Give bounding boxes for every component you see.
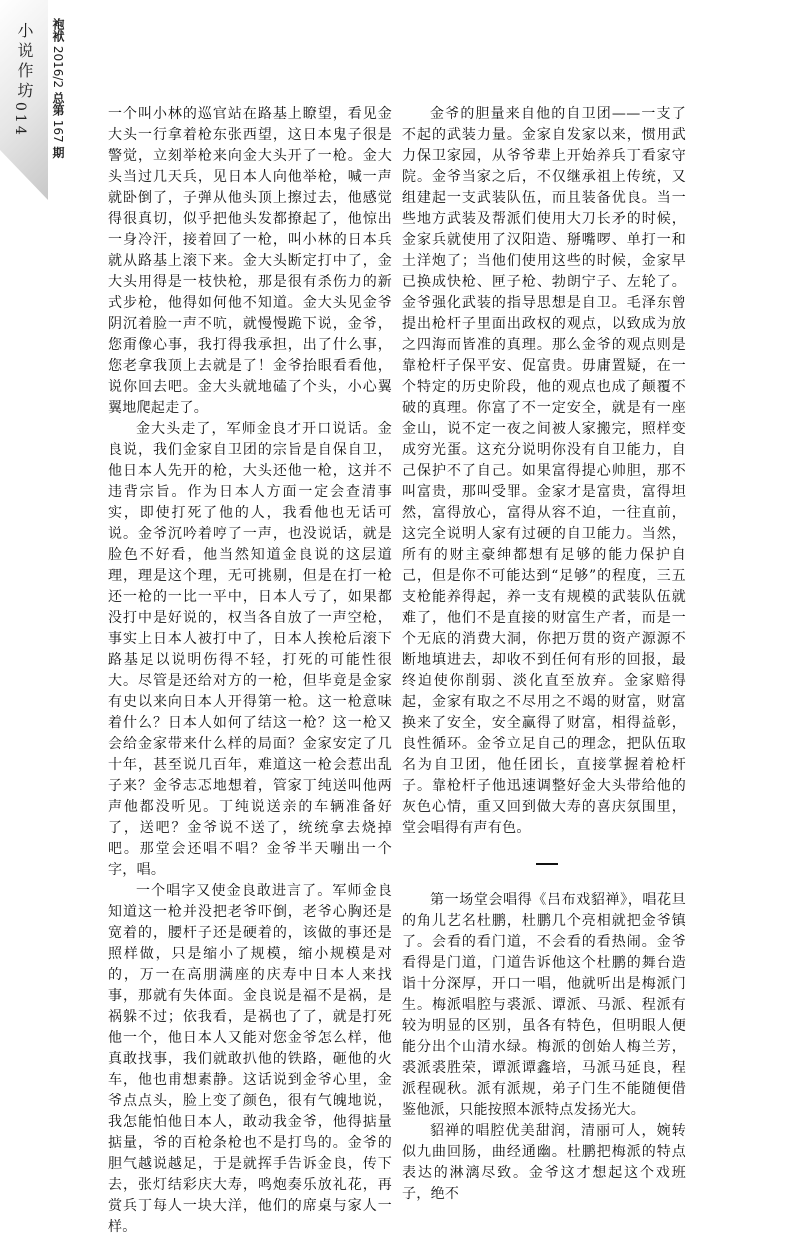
- sidebar: [0, 0, 48, 200]
- left-column: [108, 104, 392, 1238]
- magazine-name: 袍袱: [51, 18, 65, 42]
- issue-info: [50, 18, 66, 158]
- right-column: [402, 104, 686, 1205]
- issue-year: 2016/2: [51, 45, 65, 89]
- paragraph: 第一场堂会唱得《吕布戏貂禅》，唱花旦的角儿艺名杜鹏，杜鹏几个亮相就把金爷镇了。会看的看门道，不会看的看热闹。金爷看得是门道，门道告诉他这个杜鹏的舞台造诣十分深厚，开口一唱，他就听出是梅派门生。梅派唱腔与裘派、谭派、马派、程派有较为明显的区别，虽各有特色，但明眼人便能分出个山清水绿。梅派的创始人梅兰芳，裘派裘胜荣，谭派谭鑫培，马派马延良，程派程砚秋。派有派规，弟子门生不能随便借鉴他派，只能按照本派特点发扬光大。: [402, 892, 686, 1118]
- paragraph: 金大头走了，军师金良才开口说话。金良说，我们金家自卫团的宗旨是自保自卫，他日本人先开的枪，大头还他一枪，这并不违背宗旨。作为日本人方面一定会查清事实，即使打死了他的人，我看他也无话可说。金爷沉吟着哼了一声，也没说话，就是脸色不好看，他当然知道金良说的这层道理，理是这个理，无可挑剔，但是在打一枪还一枪的一比一平中，日本人亏了，如果都没打中是好说的，权当各自放了一声空枪，事实上日本人被打中了，日本人挨枪后滚下路基足以说明伤得不轻，打死的可能性很大。尽管是还给对方的一枪，但毕竟是金家有史以来向日本人开得第一枪。这一枪意味着什么？日本人如何了结这一枪？这一枪又会给金家带来什么样的局面？金家安定了几十年，甚至说几百年，难道这一枪会惹出乱子来？金爷志忑地想着，管家丁纯送叫他两声他都没听见。丁纯说送亲的车辆准备好了，送吧？金爷说不送了，统统拿去烧掉吧。那堂会还唱不唱？金爷半天嘣出一个字，唱。: [108, 421, 392, 878]
- paragraph: 一个叫小林的巡官站在路基上瞭望，看见金大头一行拿着枪东张西望，这日本鬼子很是警觉，立刻举枪来向金大头开了一枪。金大头当过几天兵，见日本人向他举枪，喊一声就卧倒了，子弹从他头顶上擦过去，他感觉得很真切，似乎把他头发都撩起了，他惊出一身冷汗，接着回了一枪，叫小林的日本兵就从路基上滚下来。金大头断定打中了，金大头用得是一枝快枪，那是很有杀伤力的新式步枪，他得如何他不知道。金大头见金爷阴沉着脸一声不吭，就慢慢跪下说，金爷，您甭像心事，我打得我承担，出了什么事，您老拿我顶上去就是了！金爷抬眼看看他，说你回去吧。金大头就地磕了个头，小心翼翼地爬起走了。: [108, 106, 392, 416]
- issue-word: 期: [51, 146, 65, 159]
- section-number: [402, 853, 686, 874]
- section-label: 小说作坊: [15, 22, 34, 102]
- page-number: 014: [12, 102, 28, 138]
- paragraph: 貂禅的唱腔优美甜润，清丽可人，婉转似九曲回肠，曲经通幽。杜鹏把梅派的特点表达的淋漓尽致。金爷这才想起这个戏班子，绝不: [402, 1123, 686, 1202]
- paragraph: 金爷的胆量来自他的自卫团——一支了不起的武装力量。金家自发家以来，惯用武力保卫家园，从爷爷辈上开始养兵丁看家守院。金爷当家之后，不仅继承祖上传统，又组建起一支武装队伍，而且装备优良。当一些地方武装及帮派们使用大刀长矛的时候，金家兵就使用了汉阳造、掰嘴啰、单打一和土洋炮了；当他们使用这些的时候，金家早已换成快枪、匣子枪、勃朗宁子、左轮了。金爷强化武装的指导思想是自卫。毛泽东曾提出枪杆子里面出政权的观点，以致成为放之四海而皆准的真理。那么金爷的观点则是靠枪杆子保平安、促富贵。毋庸置疑，在一个特定的历史阶段，他的观点也成了颠覆不破的真理。你富了不一定安全，就是有一座金山，说不定一夜之间被人家搬完，照样变成穷光蛋。这充分说明你没有自卫能力，自己保护不了自己。如果富得提心帅胆，那不叫富贵，那叫受罪。金家才是富贵，富得坦然，富得放心，富得从容不迫，一往直前，这完全说明人家有过硬的自卫能力。当然，所有的财主豪绅都想有足够的能力保护自己，但是你不可能达到“足够”的程度，三五支枪能养得起，养一支有规模的武装队伍就难了，他们不是直接的财富生产者，而是一个无底的消费大洞，你把万贯的资产源源不断地填进去，却收不到任何有形的回报，最终迫使你削弱、淡化直至放弃。金家赔得起，金家有取之不尽用之不竭的财富，财富换来了安全，安全赢得了财富，相得益彰，良性循环。金爷立足自己的理念，把队伍取名为自卫团，他任团长，直接掌握着枪杆子。靠枪杆子他迅速调整好金大头带给他的灰色心情，重又回到做大寿的喜庆氛围里，堂会唱得有声有色。: [402, 106, 686, 836]
- paragraph: 一个唱字又使金良敢进言了。军师金良知道这一枪并没把老爷吓倒，老爷心胸还是宽着的，腰杆子还是硬着的，该做的事还是照样做，只是缩小了规模，缩小规模是对的，万一在高朋满座的庆寿中日本人来找事，那就有失体面。金良说是福不是祸，是祸躲不过；依我看，是祸也了了，就是打死他一个，他日本人又能对您金爷怎么样，他真敢找事，我们就敢扒他的铁路，砸他的火车，他也甫想素静。这话说到金爷心里，金爷点点头，脸上变了颜色，很有气魄地说，我怎能怕他日本人，敢动我金爷，他得掂量掂量，爷的百枪条枪也不是打鸟的。金爷的胆气越说越足，于是就挥手告诉金良，传下去，张灯结彩庆大寿，鸣炮奏乐放礼花，再赏兵丁每人一块大洋，他们的席桌与家人一样。: [108, 883, 392, 1235]
- total-label: 总第: [51, 91, 65, 116]
- total-number: 167: [51, 119, 65, 143]
- section-number-rule: [536, 863, 558, 865]
